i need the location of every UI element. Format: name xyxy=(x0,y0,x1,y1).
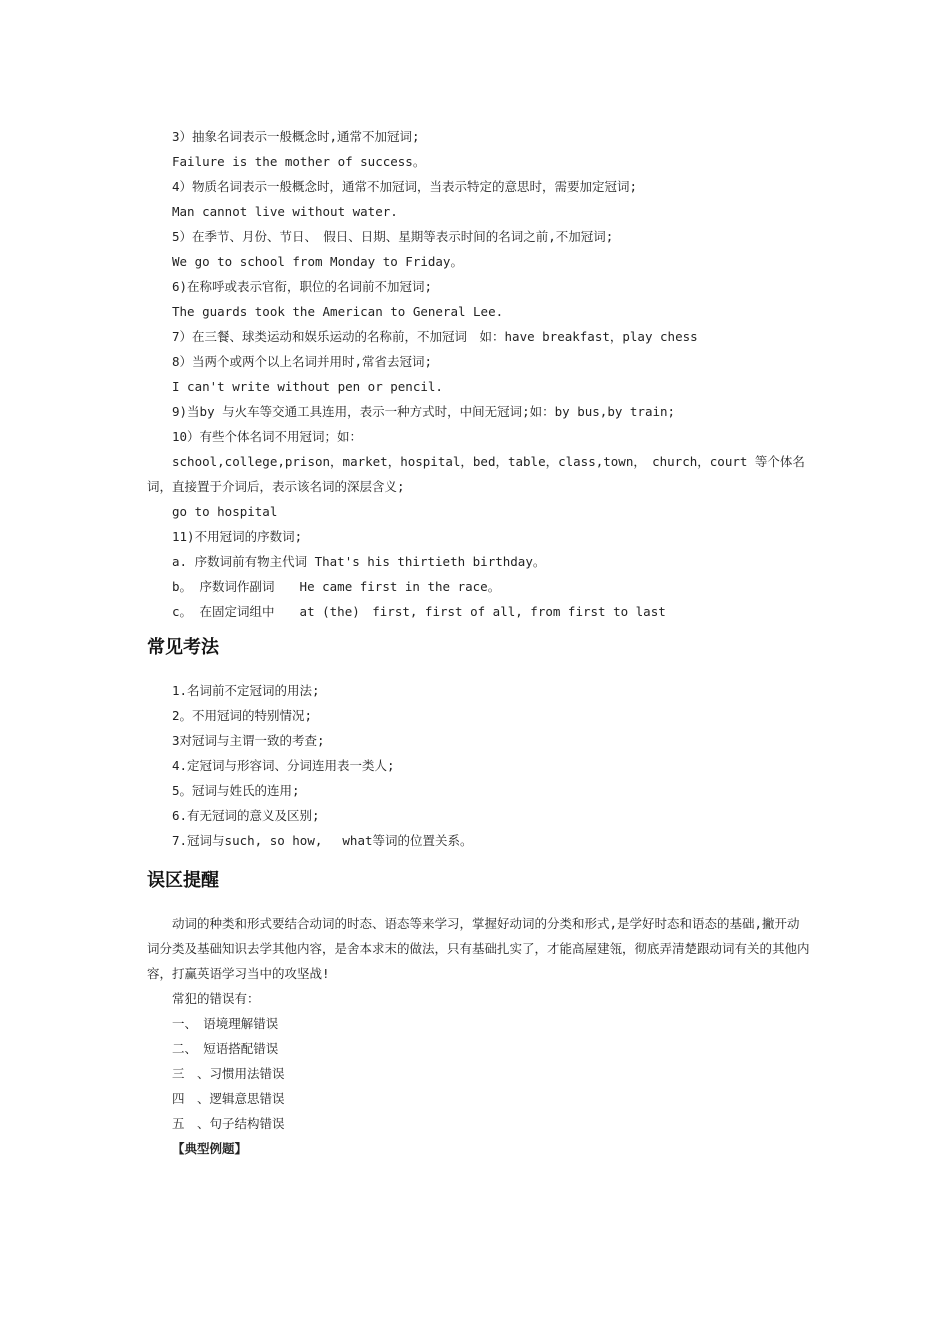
rule-line: I can't write without pen or pencil. xyxy=(172,379,443,394)
error-item: 四 、逻辑意思错误 xyxy=(172,1091,285,1106)
rule-line: b。 序数词作副词 He came first in the race。 xyxy=(172,579,501,594)
example-label: 【典型例题】 xyxy=(172,1141,248,1156)
rule-line: 11)不用冠词的序数词; xyxy=(172,529,303,544)
section-heading-common-tests: 常见考法 xyxy=(147,637,219,658)
list-item: 5。冠词与姓氏的连用; xyxy=(172,783,300,798)
list-item: 6.有无冠词的意义及区别; xyxy=(172,808,320,823)
list-item: 1.名词前不定冠词的用法; xyxy=(172,683,320,698)
rule-line: 9)当by 与火车等交通工具连用，表示一种方式时，中间无冠词;如：by bus,by train; xyxy=(172,404,676,419)
rule-line: We go to school from Monday to Friday。 xyxy=(172,254,463,269)
list-item: 3对冠词与主谓一致的考查; xyxy=(172,733,325,748)
list-item: 4.定冠词与形容词、分词连用表一类人; xyxy=(172,758,395,773)
document-content xyxy=(147,124,812,1161)
rule-line: 3）抽象名词表示一般概念时,通常不加冠词; xyxy=(172,129,420,144)
rule-line: 7）在三餐、球类运动和娱乐运动的名称前，不加冠词 如：have breakfast，play chess xyxy=(172,329,698,344)
rule-line: Failure is the mother of success。 xyxy=(172,154,426,169)
rule-paragraph: school,college,prison，market，hospital，bed，table，class,town， church，court 等个体名词，直接置于介词后，表示该名词的深层含义; xyxy=(147,454,805,494)
rule-line: a. 序数词前有物主代词 That's his thirtieth birthday。 xyxy=(172,554,546,569)
rule-line: 10）有些个体名词不用冠词；如： xyxy=(172,429,363,444)
list-item: 7.冠词与such, so how, what等词的位置关系。 xyxy=(172,833,473,848)
rule-line: 6)在称呼或表示官衔，职位的名词前不加冠词; xyxy=(172,279,433,294)
error-item: 三 、习惯用法错误 xyxy=(172,1066,285,1081)
rule-line: c。 在固定词组中 at (the) first, first of all, from first to last xyxy=(172,604,666,619)
rule-line: go to hospital xyxy=(172,504,278,519)
rule-line: 8）当两个或两个以上名词并用时,常省去冠词; xyxy=(172,354,433,369)
error-item: 一、 语境理解错误 xyxy=(172,1016,279,1031)
pitfalls-paragraph: 动词的种类和形式要结合动词的时态、语态等来学习，掌握好动词的分类和形式,是学好时态和语态的基础,撇开动词分类及基础知识去学其他内容，是舍本求末的做法，只有基础扎实了，才能高屋建瓴，彻底弄清楚跟动词有关的其他内容，打赢英语学习当中的攻坚战! xyxy=(147,916,810,981)
rule-line: Man cannot live without water. xyxy=(172,204,398,219)
rule-line: 4）物质名词表示一般概念时，通常不加冠词，当表示特定的意思时，需要加定冠词; xyxy=(172,179,638,194)
error-item: 五 、句子结构错误 xyxy=(172,1116,285,1131)
errors-intro: 常犯的错误有： xyxy=(172,991,260,1006)
error-item: 二、 短语搭配错误 xyxy=(172,1041,279,1056)
rule-line: The guards took the American to General Lee. xyxy=(172,304,504,319)
list-item: 2。不用冠词的特别情况; xyxy=(172,708,313,723)
section-heading-pitfalls: 误区提醒 xyxy=(147,870,219,891)
rule-line: 5）在季节、月份、节日、 假日、日期、星期等表示时间的名词之前,不加冠词; xyxy=(172,229,614,244)
